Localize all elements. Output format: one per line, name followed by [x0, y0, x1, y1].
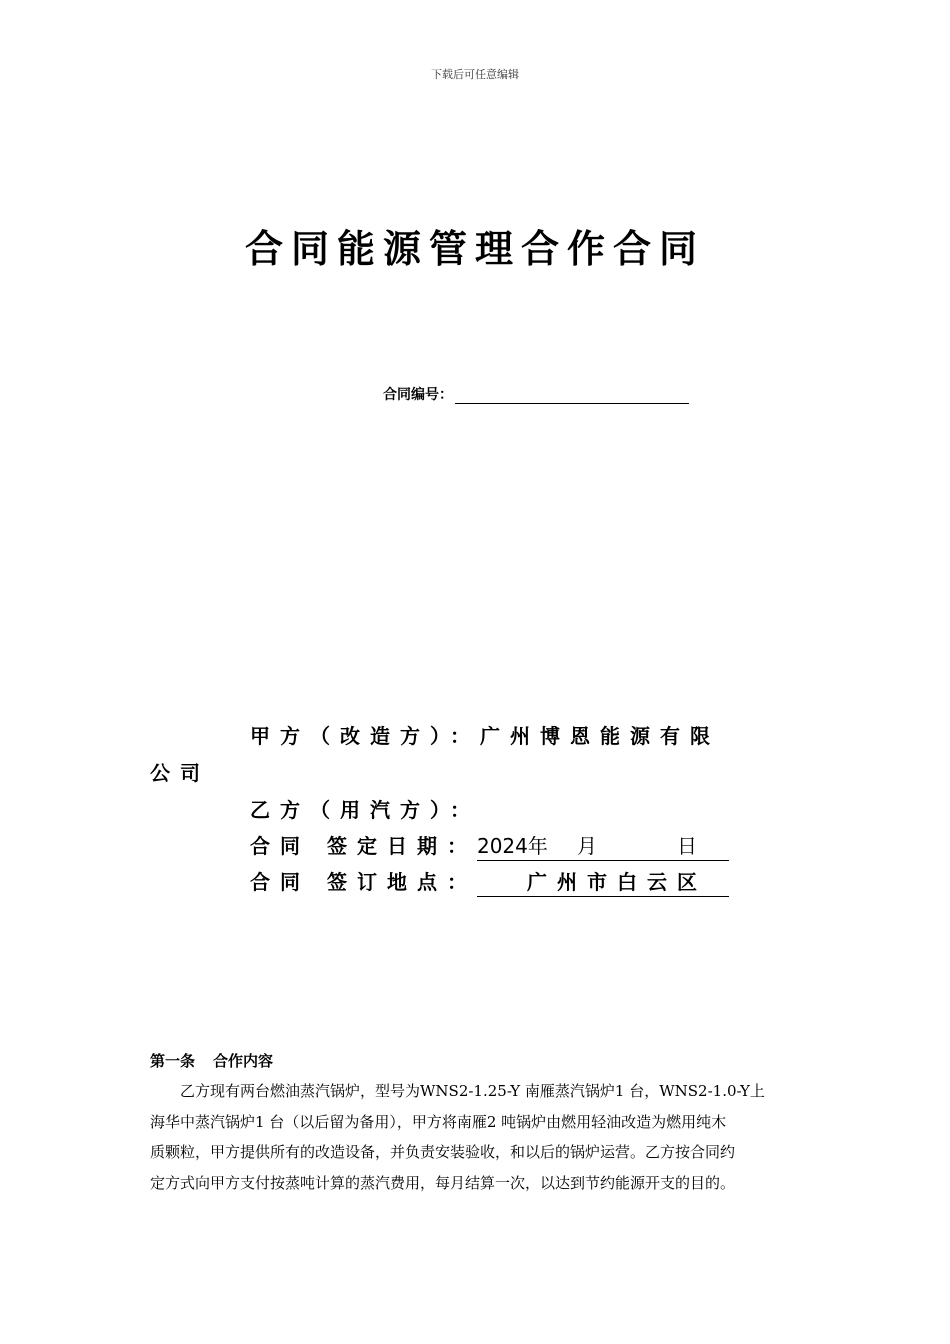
header-note: 下载后可任意编辑: [431, 68, 519, 81]
contract-number-row: [383, 384, 689, 404]
sign-date-label: 合同 签定日期：: [250, 834, 477, 858]
section-heading: [150, 1050, 273, 1071]
sign-date-day: 日: [676, 834, 697, 858]
sign-place-row: [250, 866, 729, 897]
document-title: 合同能源管理合作合同: [244, 227, 705, 271]
paragraph-line: 质颗粒，甲方提供所有的改造设备，并负责安装验收，和以后的锅炉运营。乙方按合同约: [150, 1143, 736, 1161]
party-a-line-continued: 公司: [150, 761, 210, 785]
party-b-line: 乙方（用汽方）：: [250, 798, 480, 822]
contract-number-label: 合同编号：: [383, 387, 453, 403]
section-title: 合作内容: [213, 1052, 274, 1070]
party-a-line: 甲方（改造方）：广州博恩能源有限: [250, 724, 720, 748]
sign-place-value: 广州市白云区: [477, 866, 729, 897]
paragraph-line: 海华中蒸汽锅炉1 台（以后留为备用），甲方将南雁2 吨锅炉由燃用轻油改造为燃用纯木: [150, 1112, 727, 1131]
section-paragraph: [150, 1076, 804, 1198]
contract-number-blank: [455, 385, 689, 404]
sign-date-year: 2024年: [476, 834, 548, 858]
sign-date-value: [477, 830, 729, 861]
sign-date-month: 月: [576, 834, 597, 858]
sign-place-label: 合同 签订地点：: [250, 870, 477, 894]
paragraph-line: 定方式向甲方支付按蒸吨计算的蒸汽费用，每月结算一次，以达到节约能源开支的目的。: [150, 1173, 736, 1192]
section-number: 第一条: [150, 1052, 196, 1070]
sign-date-row: [250, 830, 729, 861]
paragraph-line: 乙方现有两台燃油蒸汽锅炉，型号为WNS2-1.25-Y 南雁蒸汽锅炉1 台，WNS2-1.0-Y上: [180, 1082, 765, 1100]
